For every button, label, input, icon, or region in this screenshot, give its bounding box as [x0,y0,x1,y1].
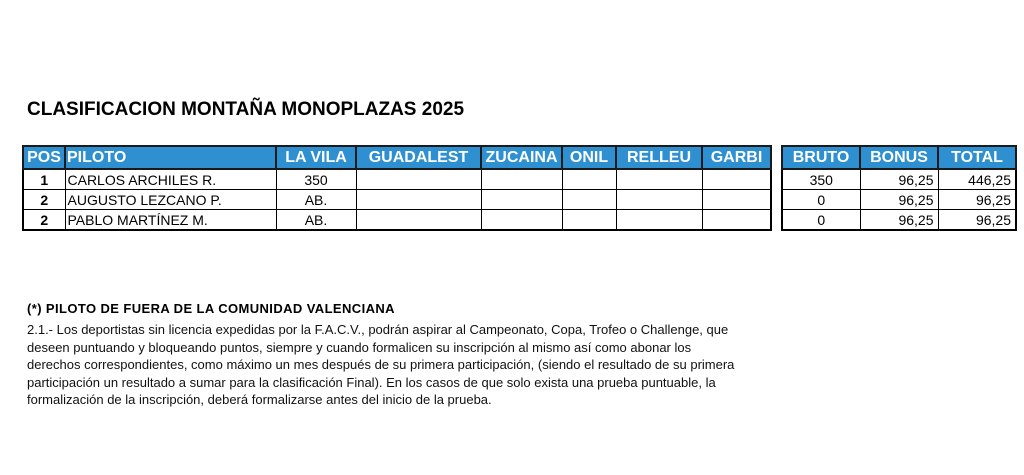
cell-zucaina [481,210,562,231]
page-title: CLASIFICACION MONTAÑA MONOPLAZAS 2025 [27,99,465,120]
cell-total: 96,25 [938,210,1016,231]
totals-table [781,145,1017,231]
cell-guadalest [356,190,481,210]
cell-relleu [616,190,702,210]
cell-guadalest [356,210,481,231]
notes-line: derechos correspondientes, como máximo un mes después de su primera participación, (siendo el resultado de su primera [27,357,735,372]
cell-relleu [616,210,702,231]
column-header-garbi: GARBI [702,146,771,169]
cell-zucaina [481,169,562,190]
cell-bruto: 0 [782,210,860,231]
column-header-relleu: RELLEU [616,146,702,169]
column-header-onil: ONIL [562,146,616,169]
cell-onil [562,190,616,210]
table-row [23,169,771,190]
cell-total: 446,25 [938,169,1016,190]
cell-pos: 1 [23,169,65,190]
cell-bruto: 0 [782,190,860,210]
cell-guadalest [356,169,481,190]
cell-onil [562,210,616,231]
cell-piloto: CARLOS ARCHILES R. [65,169,276,190]
cell-garbi [702,210,771,231]
cell-zucaina [481,190,562,210]
header-row [782,146,1016,169]
cell-bonus: 96,25 [860,210,938,231]
column-header-zucaina: ZUCAINA [481,146,562,169]
table-row [23,210,771,231]
cell-bonus: 96,25 [860,190,938,210]
notes-line: deseen puntuando y bloqueando puntos, siempre y cuando formalicen su inscripción al mismo así como abonar los [27,339,692,355]
cell-la-vila: 350 [276,169,356,190]
table-row [782,169,1016,190]
notes-heading: (*) PILOTO DE FUERA DE LA COMUNIDAD VALENCIANA [27,301,395,316]
table-row [782,190,1016,210]
column-header-la-vila: LA VILA [276,146,356,169]
cell-pos: 2 [23,190,65,210]
cell-total: 96,25 [938,190,1016,210]
cell-relleu [616,169,702,190]
cell-piloto: PABLO MARTÍNEZ M. [65,210,276,231]
column-header-pos: POS [23,146,65,169]
cell-la-vila: AB. [276,190,356,210]
cell-bruto: 350 [782,169,860,190]
notes-line: 2.1.- Los deportistas sin licencia expedidas por la F.A.C.V., podrán aspirar al Campeonato, Copa, Trofeo o Challenge, que [27,322,729,337]
cell-pos: 2 [23,210,65,231]
column-header-bonus: BONUS [860,146,938,169]
notes-line: participación un resultado a sumar para la clasificación Final). En los casos de que solo exista una prueba puntuable, la [27,374,716,390]
column-header-bruto: BRUTO [782,146,860,169]
cell-la-vila: AB. [276,210,356,231]
table-row [782,210,1016,231]
notes-line: formalización de la inscripción, deberá formalizarse antes del inicio de la prueba. [27,392,492,407]
table-row [23,190,771,210]
notes-body [27,321,827,409]
classification-table [22,145,772,231]
column-header-guadalest: GUADALEST [356,146,481,169]
cell-onil [562,169,616,190]
column-header-total: TOTAL [938,146,1016,169]
cell-garbi [702,169,771,190]
cell-garbi [702,190,771,210]
cell-bonus: 96,25 [860,169,938,190]
column-header-piloto: PILOTO [65,146,276,169]
header-row [23,146,771,169]
cell-piloto: AUGUSTO LEZCANO P. [65,190,276,210]
